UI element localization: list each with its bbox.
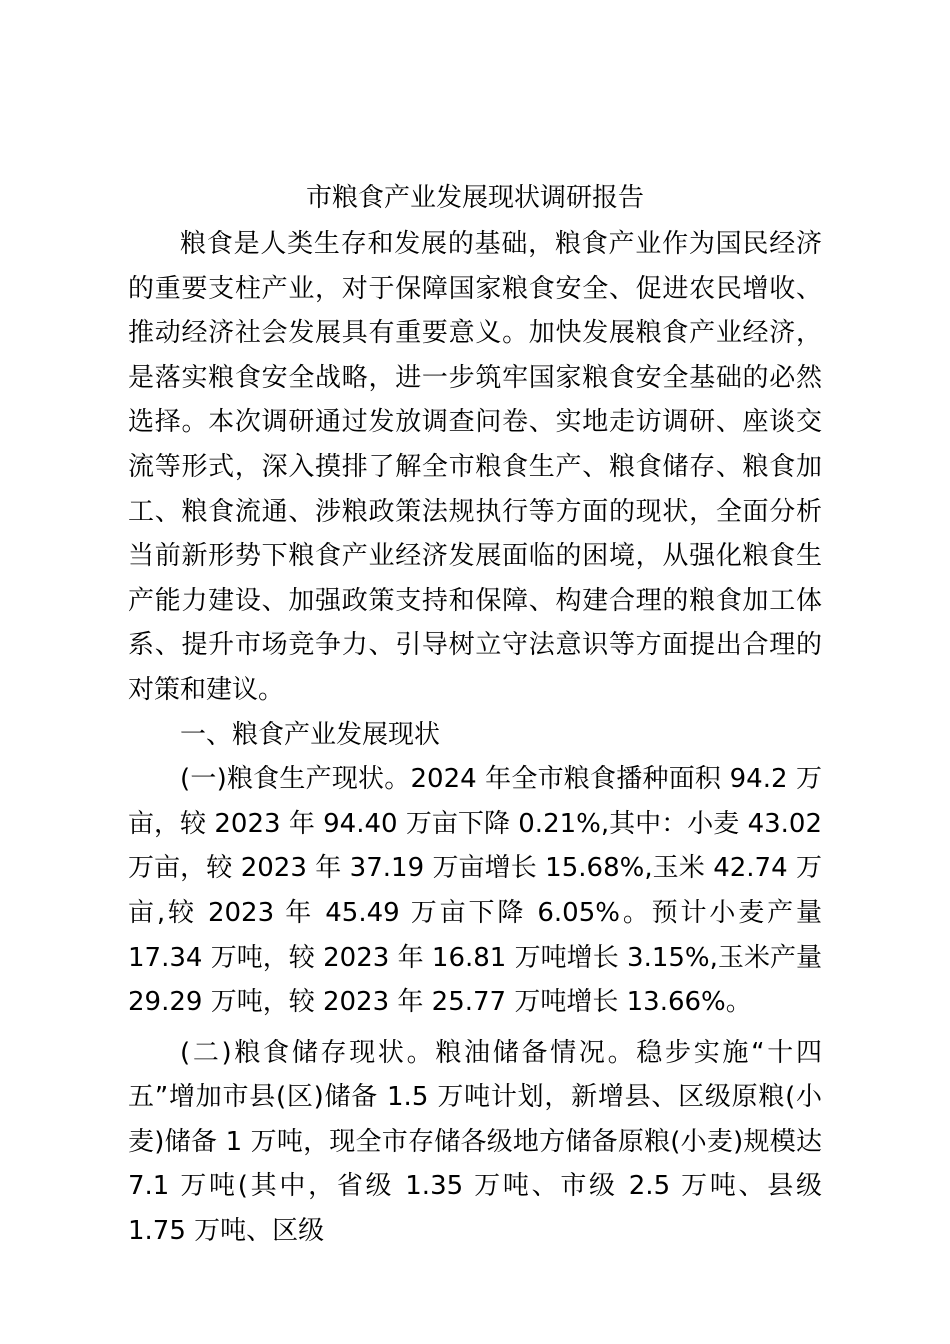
- grain-production-paragraph: (一)粮食生产现状。2024 年全市粮食播种面积 94.2 万亩，较 2023 年 94.40 万亩下降 0.21%,其中：小麦 43.02 万亩，较 2023 年 37.19 万亩增长 15.68%,玉米 42.74 万亩,较 2023 年 45.49 万亩下降 6.05%。预计小麦产量 17.34 万吨，较 2023 年 16.81 万吨增长 3.15%,玉米产量 29.29 万吨，较 2023 年 25.77 万吨增长 13.66%。: [128, 764, 822, 1018]
- intro-paragraph: 粮食是人类生存和发展的基础，粮食产业作为国民经济的重要支柱产业，对于保障国家粮食安全、促进农民增收、推动经济社会发展具有重要意义。加快发展粮食产业经济，是落实粮食安全战略，进一步筑牢国家粮食安全基础的必然选择。本次调研通过发放调查问卷、实地走访调研、座谈交流等形式，深入摸排了解全市粮食生产、粮食储存、粮食加工、粮食流通、涉粮政策法规执行等方面的现状，全面分析当前新形势下粮食产业经济发展面临的困境，从强化粮食生产能力建设、加强政策支持和保障、构建合理的粮食加工体系、提升市场竞争力、引导树立守法意识等方面提出合理的对策和建议。: [128, 229, 822, 705]
- document-title: 市粮食产业发展现状调研报告: [305, 183, 644, 213]
- document-page: [128, 176, 822, 1254]
- grain-storage-paragraph: (二)粮食储存现状。粮油储备情况。稳步实施“十四五”增加市县(区)储备 1.5 万吨计划，新增县、区级原粮(小麦)储备 1 万吨，现全市存储各级地方储备原粮(小麦)规模达 7.1 万吨(其中，省级 1.35 万吨、市级 2.5 万吨、县级 1.75 万吨、区级: [128, 1037, 822, 1247]
- section-heading: 一、粮食产业发展现状: [180, 719, 441, 750]
